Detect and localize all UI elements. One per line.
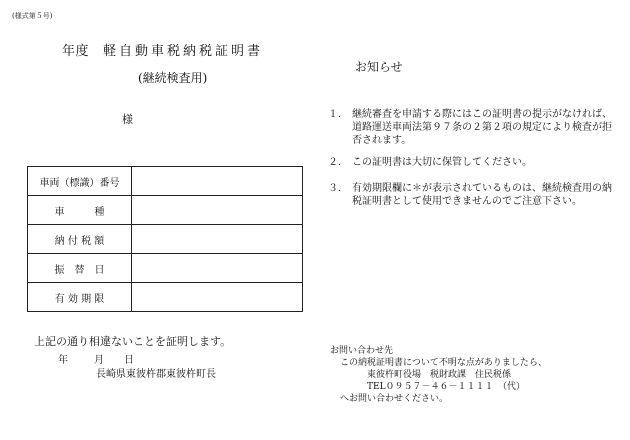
notice-item-text: この証明書は大切に保管してください。 [352,157,532,168]
form-number: (様式第５号) [12,12,53,20]
row-value-expiry [132,283,303,312]
date-year: 年 [58,355,68,366]
notice-item-text: 有効期限欄に＊が表示されているものは、継続検査用の納税証明書として使用できませんのでご注意下さい。 [352,183,612,207]
row-label-vehicle-type: 車 種 [28,196,132,225]
table-row [28,167,303,196]
title-main: 軽自動車税納税証明書 [103,44,264,59]
table-row [28,196,303,225]
inquiry-phone: TEL０９５７－４６－１１１１ （代） [367,382,526,392]
notice-item [328,182,618,208]
title-year-label: 年度 [62,44,90,59]
certificate-title [62,40,263,59]
notice-item-text: 継続審査を申請する際にはこの証明書の提示がなければ、道路運送車両法第９７条の２第２項の規定により検査が拒否されます。 [352,109,612,146]
issue-date [58,351,134,366]
row-label-tax-amount: 納 付 税 額 [28,225,132,254]
issuer-name: 長崎県東彼杵郡東彼杵町長 [96,369,216,380]
row-label-expiry: 有 効 期 限 [28,283,132,312]
notice-heading: お知らせ [355,60,403,74]
inquiry-office: 東彼杵町役場 税財政課 住民税係 [367,370,512,380]
certification-statement: 上記の通り相違ないことを証明します。 [34,335,232,348]
inquiry-heading: お問い合わせ先 [330,346,394,356]
notice-item-number: １． [328,109,348,120]
notice-item [328,108,618,147]
row-label-transfer-date: 振 替 日 [28,254,132,283]
date-day: 日 [124,355,134,366]
table-row [28,225,303,254]
row-value-vehicle-number [132,167,303,196]
addressee-suffix: 様 [122,113,133,126]
row-value-transfer-date [132,254,303,283]
certificate-table [27,166,303,312]
inquiry-closing: へお問い合わせください。 [340,394,449,404]
notice-item-number: ３． [328,183,348,194]
row-label-vehicle-number: 車両（標識）番号 [28,167,132,196]
inquiry-intro: この納税証明書について不明な点がありましたら、 [340,358,547,368]
row-value-vehicle-type [132,196,303,225]
date-month: 月 [94,355,104,366]
notice-item [328,156,618,169]
certificate-subtitle: (継続検査用) [138,71,208,85]
row-value-tax-amount [132,225,303,254]
notice-item-number: ２． [328,157,348,168]
table-row [28,254,303,283]
table-row [28,283,303,312]
